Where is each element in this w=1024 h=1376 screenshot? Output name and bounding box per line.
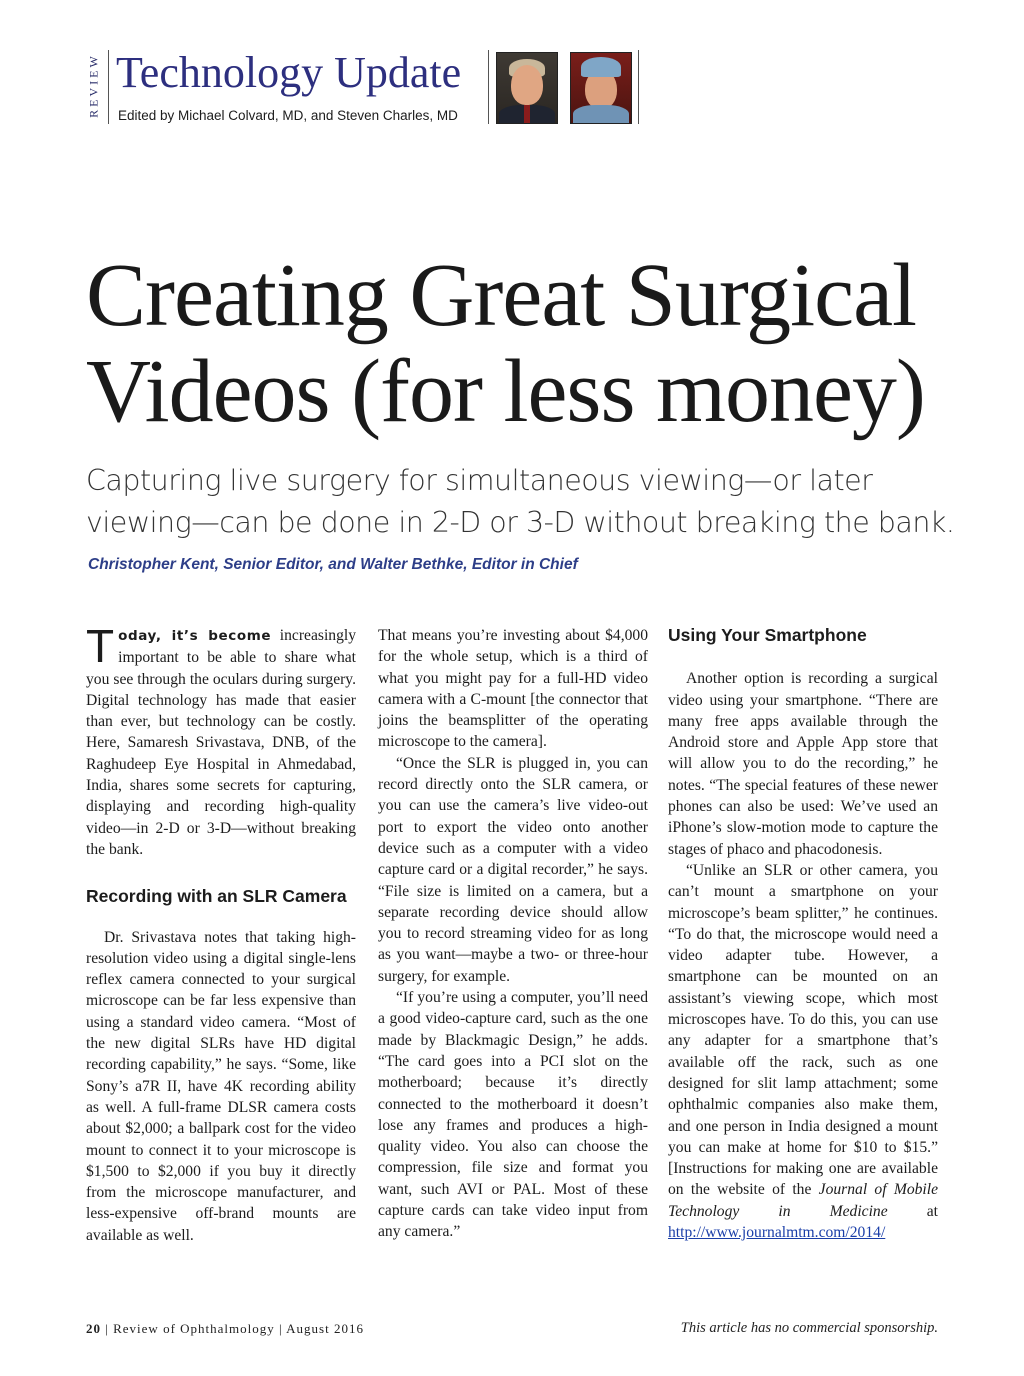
header-divider: [108, 50, 109, 124]
journal-link[interactable]: http://www.journalmtm.com/2014/: [668, 1224, 886, 1242]
paragraph-text: increasingly important to be able to share what you see through the oculars during surgery. Digital technology has made that easier than ever, but technology can be costly. Here, Samaresh Srivastava, DNB, of the Raghudeep Eye Hospital in Ahmedabad, India, shares some secrets for capturing, displaying and recording high-quality video—in 2-D or 3-D—without breaking the bank.: [86, 627, 356, 858]
article-byline: Christopher Kent, Senior Editor, and Walter Bethke, Editor in Chief: [88, 556, 578, 573]
editor-photo-charles: [570, 52, 632, 124]
column-3: [668, 625, 938, 1243]
paragraph: [668, 860, 938, 1243]
paragraph: “If you’re using a computer, you’ll need a good video-capture card, such as the one made by Blackmagic Design,” he adds. “The card goes into a PCI slot on the motherboard; because it’s directly connected to the motherboard it doesn’t lose any frames and produces a high-quality video. You also can choose the compression, file size and format you want, such AVI or PAL. Most of these capture cards can take video input from any camera.”: [378, 989, 648, 1241]
column-1: [86, 620, 356, 1246]
headline-line-2: Videos (for less money): [86, 342, 925, 441]
article-deck: Capturing live surgery for simultaneous viewing—or later viewing—can be done in 2-D or 3-D without breaking the bank.: [86, 464, 955, 539]
header-divider: [638, 50, 639, 124]
editor-photo-colvard: [496, 52, 558, 124]
paragraph: [86, 620, 356, 860]
section-title: Technology Update: [116, 48, 462, 97]
page-number: 20: [86, 1321, 101, 1336]
header-divider: [488, 50, 489, 124]
drop-cap: T: [86, 620, 115, 672]
paragraph: “Once the SLR is plugged in, you can record directly onto the SLR camera, or you can use the camera’s live video-out port to export the video onto another device such as a computer with a video capture card or a digital recorder,” he says. “File size is limited on a camera, but a separate recording device should allow you to record streaming video for as long as you want—maybe a two- or three-hour surgery, for example.: [378, 754, 648, 985]
publication-info: | Review of Ophthalmology | August 2016: [101, 1321, 364, 1336]
paragraph: That means you’re investing about $4,000 for the whole setup, which is a third of what you might pay for a full-HD video camera with a C-mount [the connector that joins the beamsplitter of the operating microscope to the camera].: [378, 627, 648, 751]
subhead-slr: Recording with an SLR Camera: [86, 886, 347, 907]
section-tab-label: REVIEW: [86, 53, 101, 118]
editors-credit: Edited by Michael Colvard, MD, and Steven Charles, MD: [118, 108, 458, 123]
subhead-smartphone: Using Your Smartphone: [668, 625, 867, 645]
article-headline: [86, 248, 966, 440]
paragraph-text: at: [887, 1202, 939, 1220]
paragraph: Another option is recording a surgical video using your smartphone. “There are many free apps available through the Android store and Apple App store that will allow you to do the recording,” he notes. “The special features of these newer phones can also be used: We’ve used an iPhone’s slow-motion mode to capture the stages of phaco and phacodonesis.: [668, 670, 938, 858]
journal-title: Journal of Mobile Technology in Medicine: [668, 1181, 938, 1220]
paragraph-text: “Unlike an SLR or other camera, you can’t mount a smartphone on your microscope’s beam splitter,” he continues. “To do that, the microscope would need a video adapter tube. However, a smartphone can be mounted on an assistant’s viewing scope, which most microscopes have. To do this, you can use any adapter for a smartphone that’s available off the rack, such as one designed for slit lamp attachment; some ophthalmic companies also make them, and one person in India designed a mount you can make at home for $10 to $15.” [Instructions for making one are available on the website of the: [668, 861, 938, 1199]
column-2: [378, 625, 648, 1243]
headline-line-1: Creating Great Surgical: [86, 246, 917, 345]
paragraph: Dr. Srivastava notes that taking high-resolution video using a digital single-lens reflex camera connected to your surgical microscope can be far less expensive than using a standard video camera. “Most of the new digital SLRs have HD digital recording capability,” he says. “Some, like Sony’s a7R II, have 4K recording ability as well. A full-frame DLSR camera costs about $2,000; a ballpark cost for the video mount to connect it to your microscope is $1,500 to $2,000 if you buy it directly from the microscope manufacturer, and less-expensive off-brand mounts are available as well.: [86, 928, 356, 1244]
section-tab: [86, 48, 102, 126]
sponsorship-disclaimer: This article has no commercial sponsorship.: [680, 1320, 938, 1336]
lead-in: oday, it’s become: [118, 628, 272, 644]
page-footer: [86, 1321, 364, 1337]
